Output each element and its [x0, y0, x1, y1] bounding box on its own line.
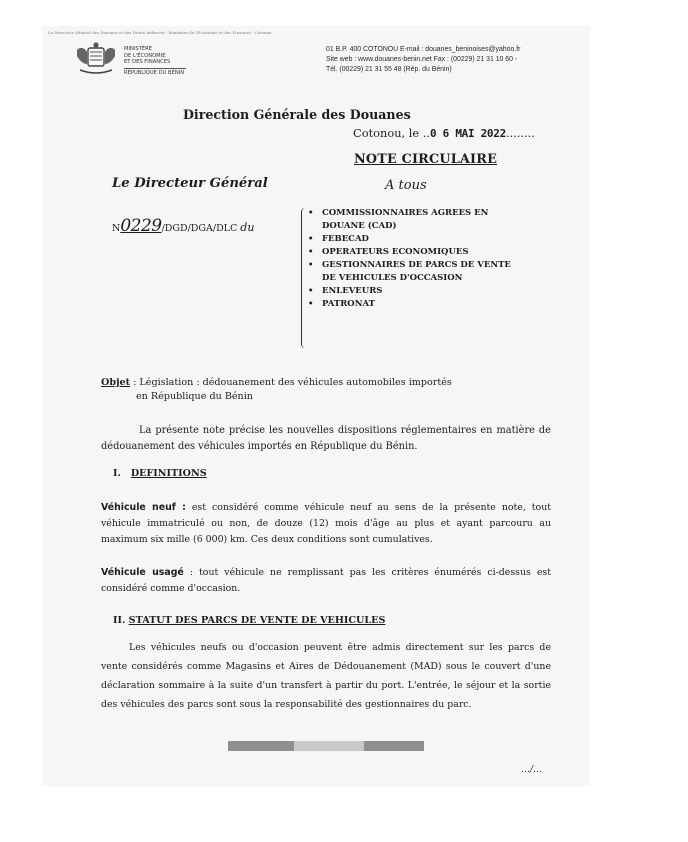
reference-prefix: N [112, 223, 121, 234]
distribution-bracket [301, 208, 308, 348]
addressee-heading: A tous [385, 178, 427, 193]
bullet-icon: • [308, 247, 314, 257]
bullet-icon: • [308, 234, 314, 244]
subject-block: Objet : Législation : dédouanement des véhicules automobiles importés en République du Bénin [101, 376, 521, 405]
coat-of-arms-icon [74, 42, 118, 76]
definition-term: Véhicule usagé [101, 567, 184, 578]
list-item: • OPERATEURS ECONOMIQUES [308, 247, 469, 257]
definition-new-vehicle: Véhicule neuf : est considéré comme véhicule neuf au sens de la présente note, tout véhicule immatriculé ou non, de douze (12) mois d'âge au plus et ayant parcouru au maximum six mille (6 000) km. Ces deux conditions sont cumulatives. [101, 502, 551, 546]
signatory-title: Le Directeur Général [112, 176, 268, 191]
ministry-line-2: DE L'ÉCONOMIE [124, 52, 166, 59]
list-item: • COMMISSIONNAIRES AGREES EN DOUANE (CAD) [308, 208, 489, 231]
section2-paragraph: Les véhicules neufs ou d'occasion peuvent être admis directement sur les parcs de vente considérés comme Magasins et Aires de Dédouanement (MAD) sous le couvert d'une déclaration sommaire à la suite d'un transfert à partir du port. L'entrée, le séjour et la sortie des véhicules des parcs sont sous la responsabilité des gestionnaires du parc. [101, 642, 551, 710]
bullet-icon: • [308, 286, 314, 296]
section-heading-definitions: I. DEFINITIONS [113, 468, 207, 479]
contact-block [326, 45, 520, 75]
redaction-bar [364, 741, 424, 751]
contact-line-3: Tél. (00229) 21 31 55 48 (Rép. du Bénin) [326, 66, 452, 74]
contact-line-1: 01 B.P. 400 COTONOU E-mail : douanes_beninoises@yahoo.fr [326, 46, 521, 53]
reference-handwritten-number: 0229 [120, 216, 162, 236]
definition-used-vehicle: Véhicule usagé : tout véhicule ne remplissant pas les critères énumérés ci-dessus est considéré comme d'occasion. [101, 567, 551, 595]
date-stamp: 0 6 MAI 2022 [430, 127, 506, 140]
reference-suffix: /DGD/DGA/DLC [161, 223, 238, 234]
list-item: • FEBECAD [308, 234, 369, 244]
reference-number [112, 216, 254, 236]
date-suffix: ........ [505, 126, 535, 140]
bullet-icon: • [308, 260, 314, 270]
date-line [353, 126, 535, 140]
redaction-bar [228, 741, 294, 751]
ministry-line-1: MINISTÈRE [124, 46, 153, 52]
ministry-line-3: ET DES FINANCES [124, 59, 171, 66]
contact-line-2: Site web : www.douanes-benin.net Fax : (00229) 21 31 10 60 - [326, 56, 518, 64]
ministry-block [124, 46, 186, 76]
bullet-icon: • [308, 299, 314, 309]
intro-paragraph: La présente note précise les nouvelles dispositions réglementaires en matière de dédouanement des véhicules importés en République du Bénin. [101, 425, 551, 452]
list-item: • GESTIONNAIRES DE PARCS DE VENTE DE VEHICULES D'OCCASION [308, 260, 511, 283]
definition-term: Véhicule neuf : [101, 502, 186, 513]
header-fineprint: Le Directeur Général des Douanes et des Droits Indirects - Ministère de l'Economie et des Finances - Cotonou [48, 30, 272, 35]
redaction-bars [228, 741, 424, 751]
ministry-divider [124, 68, 186, 69]
org-title: Direction Générale des Douanes [183, 107, 411, 122]
continued-marker: …/… [521, 765, 543, 775]
list-item: • PATRONAT [308, 299, 375, 309]
note-title: NOTE CIRCULAIRE [354, 152, 498, 167]
redaction-bar [294, 741, 364, 751]
list-item: • ENLEVEURS [308, 286, 383, 296]
section-heading-parcs: II. STATUT DES PARCS DE VENTE DE VEHICULES [113, 615, 386, 626]
ministry-country: RÉPUBLIQUE DU BÉNIN [124, 69, 185, 76]
bullet-icon: • [308, 208, 314, 218]
date-prefix: Cotonou, le .. [353, 126, 431, 140]
subject-line-1: Législation : dédouanement des véhicules automobiles importés [139, 377, 452, 388]
distribution-list [308, 207, 568, 311]
subject-line-2: en République du Bénin [136, 391, 253, 403]
subject-label: Objet [101, 377, 131, 388]
reference-initials: du [240, 221, 255, 234]
